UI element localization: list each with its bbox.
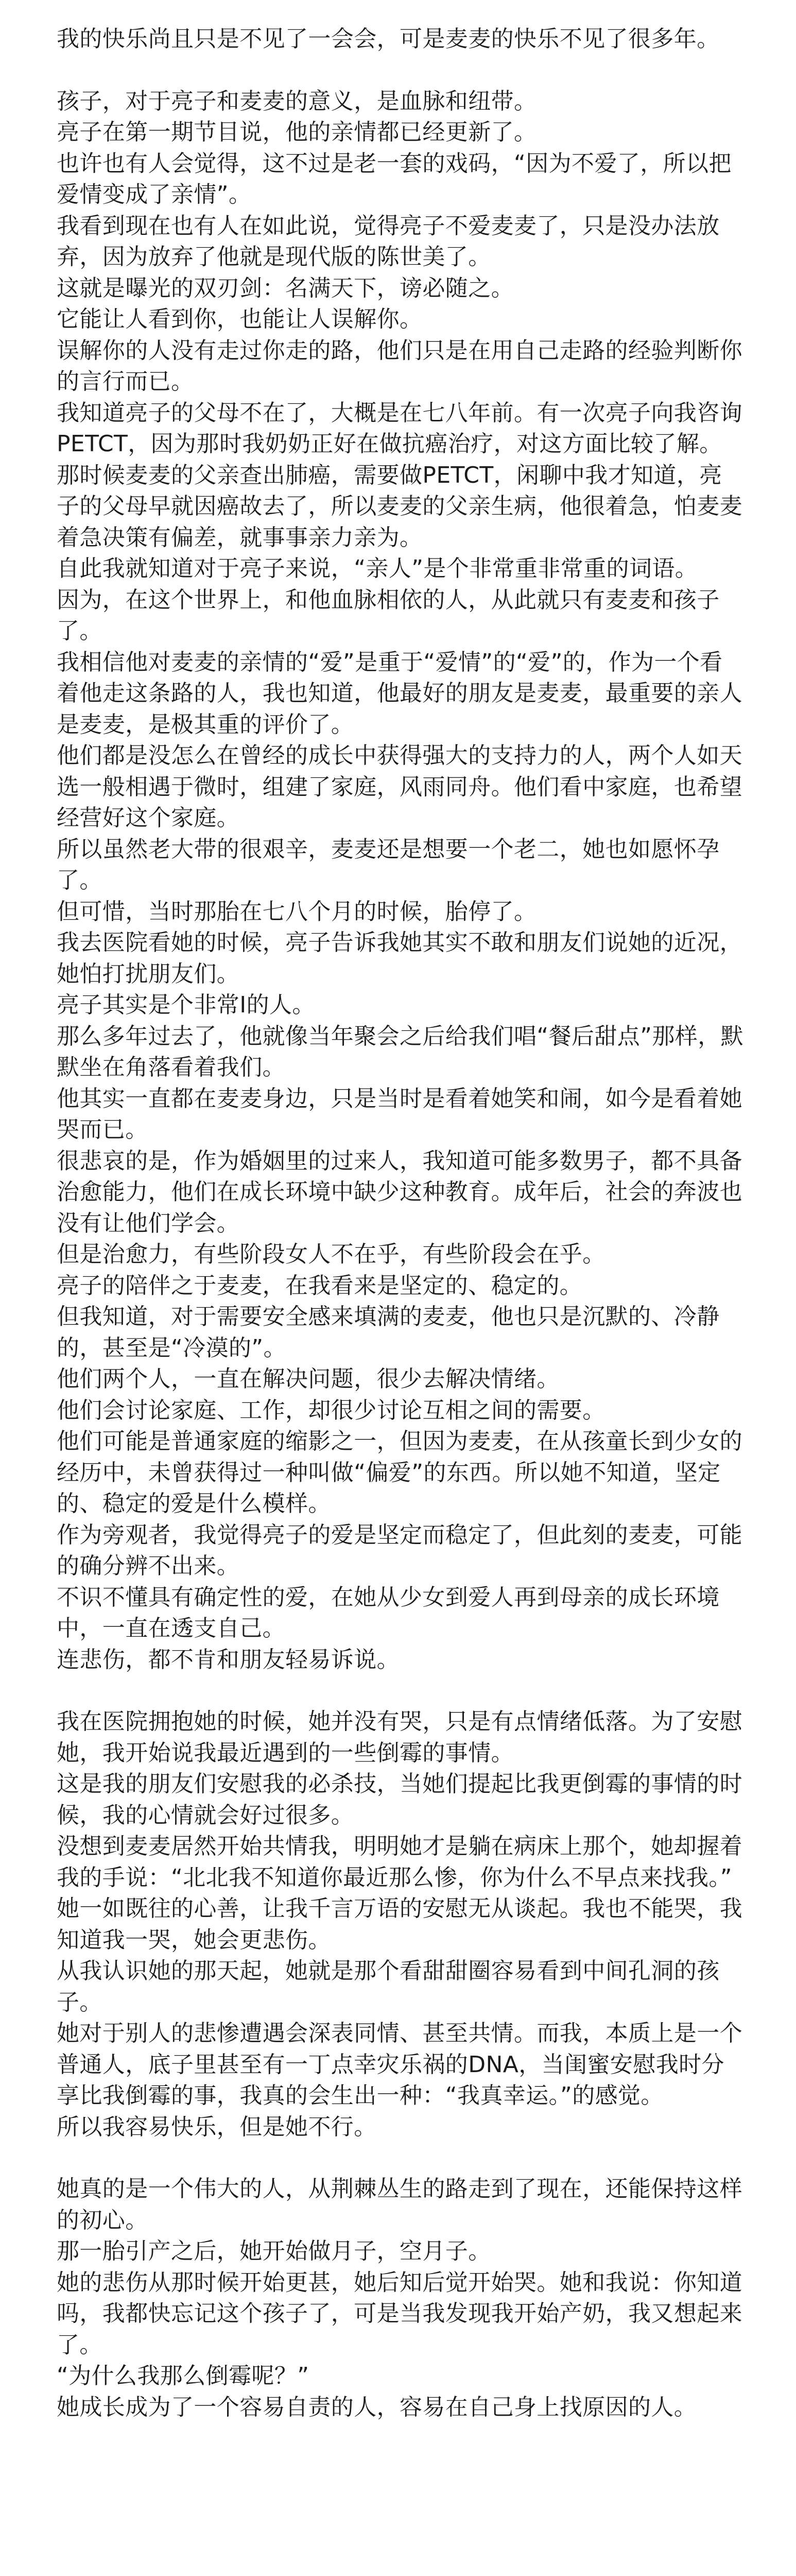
article-paragraph: 他们都是没怎么在曾经的成长中获得强大的支持力的人，两个人如天选一般相遇于微时，组建了家庭，风雨同舟。他们看中家庭，也希望经营好这个家庭。 <box>57 742 742 831</box>
article-paragraph: 孩子，对于亮子和麦麦的意义，是血脉和纽带。 <box>57 88 537 114</box>
article-paragraph: “为什么我那么倒霉呢？” <box>57 2363 309 2389</box>
article-body <box>57 24 744 2423</box>
article-paragraph: 亮子其实是个非常I的人。 <box>57 992 315 1018</box>
article-paragraph: 它能让人看到你，也能让人误解你。 <box>57 306 423 332</box>
article-paragraph: 那么多年过去了，他就像当年聚会之后给我们唱“餐后甜点”那样，默默坐在角落看着我们。 <box>57 1023 743 1080</box>
article-paragraph: 他们会讨论家庭、工作，却很少讨论互相之间的需要。 <box>57 1397 605 1423</box>
article-paragraph: 连悲伤，都不肯和朋友轻易诉说。 <box>57 1646 400 1673</box>
paragraph-break <box>57 1675 744 1706</box>
article-paragraph: 我知道亮子的父母不在了，大概是在七八年前。有一次亮子向我咨询PETCT，因为那时我奶奶正好在做抗癌治疗，对这方面比较了解。 <box>57 399 742 457</box>
article-paragraph: 这是我的朋友们安慰我的必杀技，当她们提起比我更倒霉的事情的时候，我的心情就会好过很多。 <box>57 1771 742 1828</box>
article-paragraph: 作为旁观者，我觉得亮子的爱是坚定而稳定了，但此刻的麦麦，可能的确分辨不出来。 <box>57 1521 742 1579</box>
article-paragraph: 但我知道，对于需要安全感来填满的麦麦，他也只是沉默的、冷静的，甚至是“冷漠的”。 <box>57 1303 720 1361</box>
article-paragraph: 所以我容易快乐，但是她不行。 <box>57 2113 377 2140</box>
article-paragraph: 亮子的陪伴之于麦麦，在我看来是坚定的、稳定的。 <box>57 1272 583 1299</box>
article-paragraph: 不识不懂具有确定性的爱，在她从少女到爱人再到母亲的成长环境中，一直在透支自己。 <box>57 1584 720 1641</box>
article-paragraph: 所以虽然老大带的很艰辛，麦麦还是想要一个老二，她也如愿怀孕了。 <box>57 836 720 893</box>
paragraph-break <box>57 2143 744 2174</box>
article-paragraph: 从我认识她的那天起，她就是那个看甜甜圈容易看到中间孔洞的孩子。 <box>57 1958 720 2015</box>
article-paragraph: 我相信他对麦麦的亲情的“爱”是重于“爱情”的“爱”的，作为一个看着他走这条路的人，我也知道，他最好的朋友是麦麦，最重要的亲人是麦麦，是极其重的评价了。 <box>57 649 742 738</box>
article-paragraph: 他们可能是普通家庭的缩影之一，但因为麦麦，在从孩童长到少女的经历中，未曾获得过一种叫做“偏爱”的东西。所以她不知道，坚定的、稳定的爱是什么模样。 <box>57 1428 742 1517</box>
article-paragraph: 很悲哀的是，作为婚姻里的过来人，我知道可能多数男子，都不具备治愈能力，他们在成长环境中缺少这种教育。成年后，社会的奔波也没有让他们学会。 <box>57 1147 742 1236</box>
article-paragraph: 但是治愈力，有些阶段女人不在乎，有些阶段会在乎。 <box>57 1241 605 1267</box>
article-paragraph: 她对于别人的悲惨遭遇会深表同情、甚至共情。而我，本质上是一个普通人，底子里甚至有一丁点幸灾乐祸的DNA，当闺蜜安慰我时分享比我倒霉的事，我真的会生出一种：“我真幸运。”的感觉。 <box>57 2020 742 2109</box>
article-paragraph: 因为，在这个世界上，和他血脉相依的人，从此就只有麦麦和孩子了。 <box>57 586 720 644</box>
article-paragraph: 我的快乐尚且只是不见了一会会，可是麦麦的快乐不见了很多年。 <box>57 26 720 52</box>
article-paragraph: 我去医院看她的时候，亮子告诉我她其实不敢和朋友们说她的近况，她怕打扰朋友们。 <box>57 929 742 987</box>
article-paragraph: 但可惜，当时那胎在七八个月的时候，胎停了。 <box>57 898 537 925</box>
article-paragraph: 他们两个人，一直在解决问题，很少去解决情绪。 <box>57 1366 560 1392</box>
article-paragraph: 也许也有人会觉得，这不过是老一套的戏码，“因为不爱了，所以把爱情变成了亲情”。 <box>57 150 732 208</box>
paragraph-break <box>57 55 744 86</box>
article-paragraph: 她成长成为了一个容易自责的人，容易在自己身上找原因的人。 <box>57 2394 697 2420</box>
article-paragraph: 那一胎引产之后，她开始做月子，空月子。 <box>57 2238 491 2264</box>
article-paragraph: 误解你的人没有走过你走的路，他们只是在用自己走路的经验判断你的言行而已。 <box>57 337 742 395</box>
article-paragraph: 亮子在第一期节目说，他的亲情都已经更新了。 <box>57 119 537 145</box>
article-paragraph: 自此我就知道对于亮子来说，“亲人”是个非常重非常重的词语。 <box>57 555 698 582</box>
article-paragraph: 我在医院拥抱她的时候，她并没有哭，只是有点情绪低落。为了安慰她，我开始说我最近遇到的一些倒霉的事情。 <box>57 1708 742 1766</box>
article-paragraph: 没想到麦麦居然开始共情我，明明她才是躺在病床上那个，她却握着我的手说：“北北我不知道你最近那么惨，你为什么不早点来找我。” <box>57 1833 742 1891</box>
article-paragraph: 她一如既往的心善，让我千言万语的安慰无从谈起。我也不能哭，我知道我一哭，她会更悲伤。 <box>57 1895 742 1953</box>
article-paragraph: 我看到现在也有人在如此说，觉得亮子不爱麦麦了，只是没办法放弃，因为放弃了他就是现代版的陈世美了。 <box>57 212 720 270</box>
article-paragraph: 那时候麦麦的父亲查出肺癌，需要做PETCT，闲聊中我才知道，亮子的父母早就因癌故去了，所以麦麦的父亲生病，他很着急，怕麦麦着急决策有偏差，就事事亲力亲为。 <box>57 462 742 551</box>
article-paragraph: 这就是曝光的双刃剑：名满天下，谤必随之。 <box>57 275 514 301</box>
article-paragraph: 她的悲伤从那时候开始更甚，她后知后觉开始哭。她和我说：你知道吗，我都快忘记这个孩子了，可是当我发现我开始产奶，我又想起来了。 <box>57 2269 742 2358</box>
article-paragraph: 她真的是一个伟大的人，从荆棘丛生的路走到了现在，还能保持这样的初心。 <box>57 2176 742 2233</box>
article-paragraph: 他其实一直都在麦麦身边，只是当时是看着她笑和闹，如今是看着她哭而已。 <box>57 1085 742 1143</box>
